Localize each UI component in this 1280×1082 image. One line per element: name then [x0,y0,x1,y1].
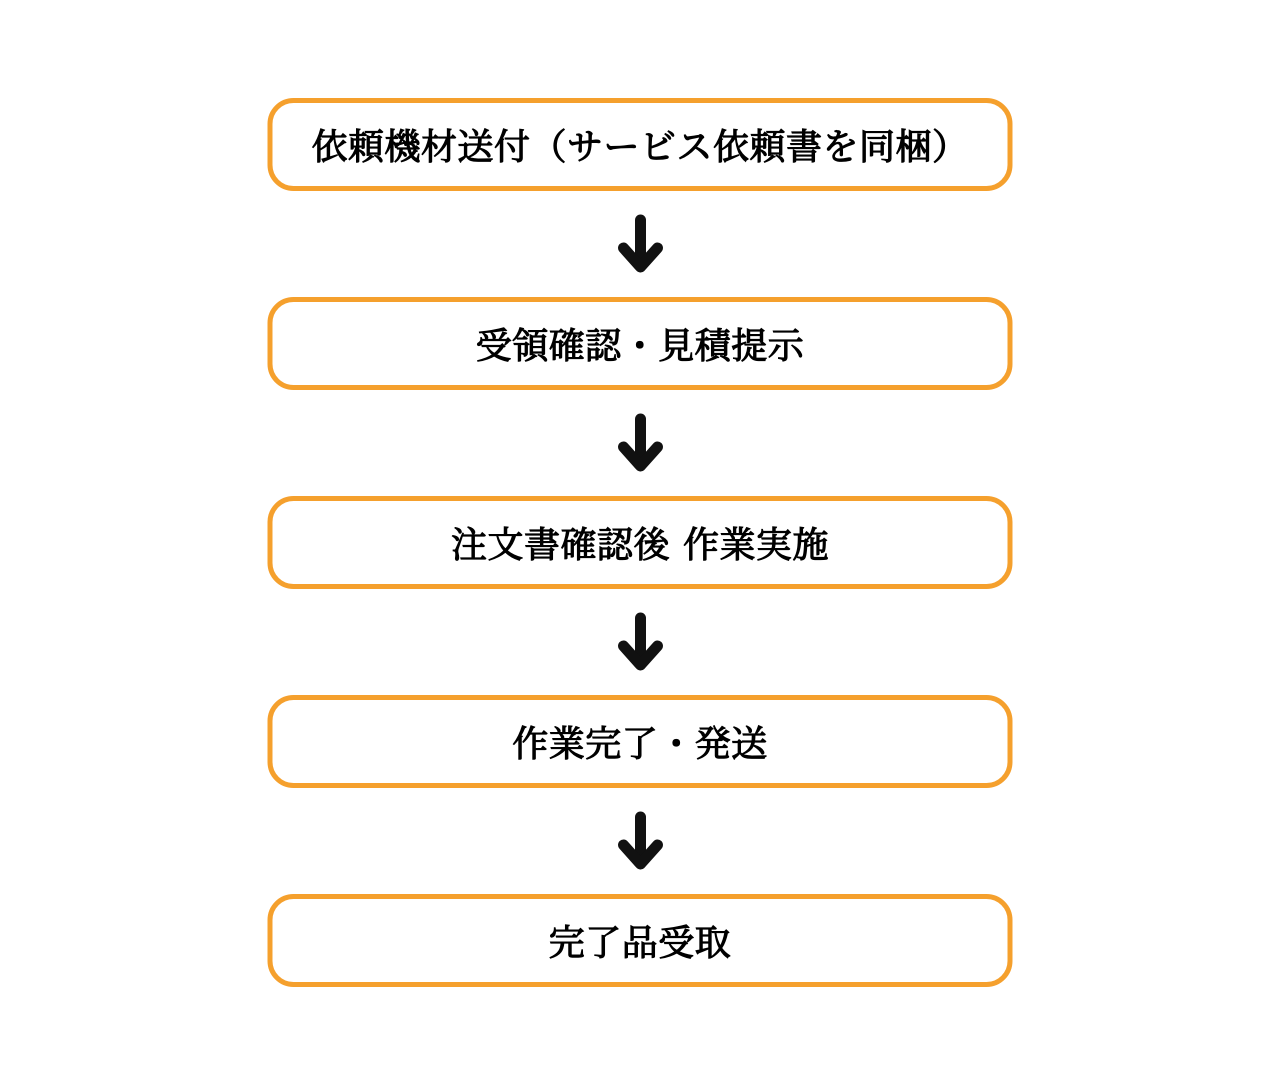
connector-3 [616,589,664,695]
flow-step-label: 完了品受取 [548,923,732,964]
flow-step-label: 作業完了・発送 [512,724,768,765]
connector-4 [616,788,664,894]
flow-step-order-work [268,496,1013,589]
flow-step-receive-item [268,894,1013,987]
down-arrow-icon [616,611,664,673]
down-arrow-icon [616,412,664,474]
flow-step-label: 依頼機材送付（サービス依頼書を同梱） [311,127,969,168]
flowchart [268,98,1013,987]
flow-step-label: 注文書確認後 作業実施 [450,525,830,566]
down-arrow-icon [616,810,664,872]
flow-step-receipt-quote [268,297,1013,390]
flow-step-complete-ship [268,695,1013,788]
connector-2 [616,390,664,496]
flow-step-send-equipment [268,98,1013,191]
flow-step-label: 受領確認・見積提示 [475,326,805,367]
connector-1 [616,191,664,297]
down-arrow-icon [616,213,664,275]
